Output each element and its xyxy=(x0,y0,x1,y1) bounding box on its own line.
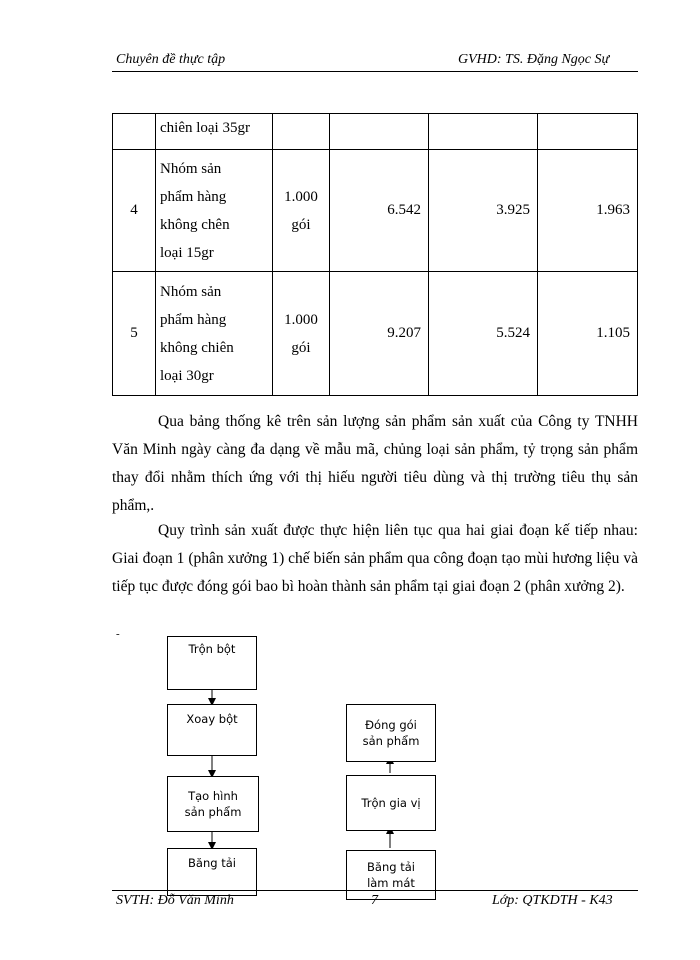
flow-box-label: Trộn bột xyxy=(188,642,236,656)
flow-box-bang-tai xyxy=(167,848,257,896)
unit-line: 1.000 xyxy=(284,188,318,205)
header-left: Chuyên đề thực tập xyxy=(116,52,226,67)
table-cell-value: 3.925 xyxy=(429,150,538,272)
name-line: Nhóm sản xyxy=(160,160,222,177)
name-line: Nhóm sản xyxy=(160,283,222,300)
table-cell-value: 6.542 xyxy=(330,150,429,272)
unit-line: gói xyxy=(291,339,311,356)
unit-line: 1.000 xyxy=(284,311,318,328)
flow-box-label: sản phẩm xyxy=(362,734,420,748)
flow-box-bang-tai-lam-mat xyxy=(346,850,436,900)
table-cell-no: 5 xyxy=(113,272,156,396)
flow-box-label: Băng tải xyxy=(188,856,236,870)
footer-left: SVTH: Đỗ Văn Minh xyxy=(116,893,234,908)
list-dash: - xyxy=(116,628,120,640)
flow-box-label: Xoay bột xyxy=(186,712,238,726)
name-line: không chiên xyxy=(160,339,234,356)
name-line: loại 30gr xyxy=(160,367,214,384)
flow-box-label: sản phẩm xyxy=(184,805,242,819)
table-cell-value: 1.105 xyxy=(538,272,638,396)
flow-box-tron-gia-vi xyxy=(346,775,436,831)
footer-right: Lớp: QTKDTH - K43 xyxy=(492,893,613,908)
flow-box-label: làm mát xyxy=(367,876,415,890)
flow-box-tao-hinh xyxy=(167,776,259,832)
table-cell-value: 5.524 xyxy=(429,272,538,396)
flow-box-xoay-bot xyxy=(167,704,257,756)
name-line: chiên loại 35gr xyxy=(160,120,250,136)
name-line: phẩm hàng xyxy=(160,188,227,205)
name-line: không chên xyxy=(160,216,230,233)
footer-divider xyxy=(112,890,638,891)
name-line: phẩm hàng xyxy=(160,311,227,328)
table-cell-no: 4 xyxy=(113,150,156,272)
paragraph-summary: Qua bảng thống kê trên sản lượng sản phẩm sản xuất của Công ty TNHH Văn Minh ngày càng đa dạng về mẫu mã, chủng loại sản phẩm, tỷ trọng sản phẩm thay đổi nhằm thích ứng với thị hiếu người tiêu dùng và thị trường tiêu thụ sản phẩm,. xyxy=(112,413,638,514)
table-cell-value: 1.963 xyxy=(538,150,638,272)
flow-box-label: Đóng gói xyxy=(365,718,417,732)
flow-box-label: Băng tải xyxy=(367,860,415,874)
table-cell-value: 9.207 xyxy=(330,272,429,396)
name-line: loại 15gr xyxy=(160,244,214,261)
flow-box-label: Tạo hình xyxy=(188,789,238,803)
flow-box-dong-goi xyxy=(346,704,436,762)
paragraph-process: Quy trình sản xuất được thực hiện liên tục qua hai giai đoạn kế tiếp nhau: Giai đoạn 1 (phân xưởng 1) chế biến sản phẩm qua công đoạn tạo mùi hương liệu và tiếp tục được đóng gói bao bì hoàn thành sản phẩm tại giai đoạn 2 (phân xưởng 2). xyxy=(112,522,638,595)
header-right: GVHD: TS. Đặng Ngọc Sự xyxy=(458,52,610,67)
flow-box-label: Trộn gia vị xyxy=(361,796,421,810)
unit-line: gói xyxy=(291,216,311,233)
page-number: 7 xyxy=(371,893,378,908)
flow-box-tron-bot xyxy=(167,636,257,690)
